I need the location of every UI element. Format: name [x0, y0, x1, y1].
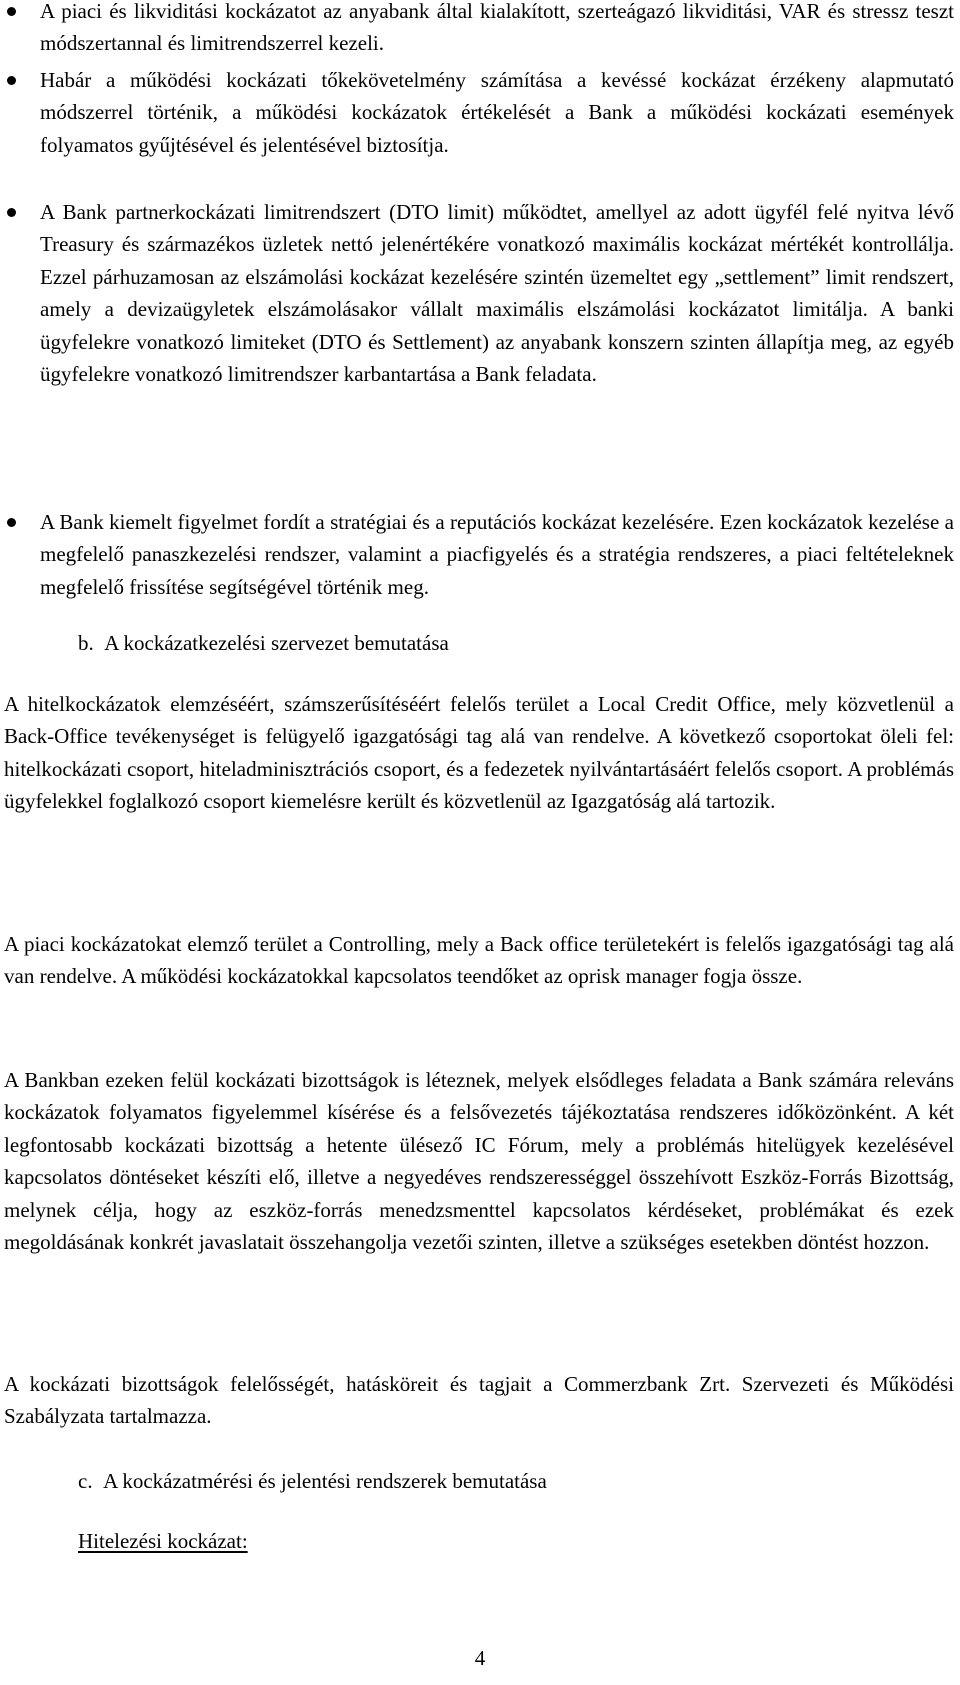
bullet-item-strategic-risk [40, 506, 954, 603]
section-title: A kockázatkezelési szervezet bemutatása [104, 631, 449, 655]
bullet-text: A piaci és likviditási kockázatot az anyabank által kialakított, szerteágazó likviditási, VAR és stressz teszt módszertannal és limitrendszerrel kezeli. [40, 0, 954, 56]
section-title: A kockázatmérési és jelentési rendszerek bemutatása [103, 1469, 547, 1493]
paragraph-committee-rules: A kockázati bizottságok felelősségét, hatásköreit és tagjait a Commerzbank Zrt. Szervezeti és Működési Szabályzata tartalmazza. [4, 1372, 954, 1429]
page-number: 4 [474, 1646, 486, 1670]
bullet-item-liquidity-risk [40, 0, 954, 60]
section-letter: c. [78, 1469, 93, 1493]
bullet-icon [7, 518, 16, 527]
bullet-icon [7, 208, 16, 217]
paragraph-credit-risk-org: A hitelkockázatok elemzéséért, számszerűsítéséért felelős terület a Local Credit Office, mely közvetlenül a Back-Office tevékenységet is felügyelő igazgatósági tag alá van rendelve. A következő csoportokat öleli fel: hitelkockázati csoport, hiteladminisztrációs csoport, és a fedezetek nyilvántartásáért felelős csoport. A problémás ügyfelekkel foglalkozó csoport kiemelésre került és közvetlenül az Igazgatóság alá tartozik. [4, 692, 954, 814]
section-heading-c [78, 1465, 547, 1497]
bullet-text: Habár a működési kockázati tőkekövetelmény számítása a kevéssé kockázat érzékeny alapmutató módszerrel történik, a működési kockázatok értékelését a Bank a működési kockázati események folyamatos gyűjtésével és jelentésével biztosítja. [40, 68, 954, 157]
section-heading-b [78, 627, 449, 659]
paragraph-risk-committees: A Bankban ezeken felül kockázati bizottságok is léteznek, melyek elsődleges feladata a Bank számára releváns kockázatok folyamatos figyelemmel kísérése és a felsővezetés tájékoztatása rendszeres időközönként. A két legfontosabb kockázati bizottság a hetente ülésező IC Fórum, mely a problémás hitelügyek kezelésével kapcsolatos döntéseket készíti elő, illetve a negyedéves rendszerességgel összehívott Eszköz-Forrás Bizottság, melynek célja, hogy az eszköz-forrás menedzsmenttel kapcsolatos kérdéseket, problémákat és ezek megoldásának konkrét javaslatait összehangolja vezetői szinten, illetve a szükséges esetekben döntést hozzon. [4, 1068, 954, 1255]
bullet-icon [7, 7, 16, 16]
bullet-item-operational-risk [40, 64, 954, 161]
bullet-text: A Bank kiemelt figyelmet fordít a stratégiai és a reputációs kockázat kezelésére. Ezen kockázatok kezelése a megfelelő panaszkezelési rendszer, valamint a piacfigyelés és a stratégia rendszeres, a piaci feltételeknek megfelelő frissítése segítségével történik meg. [40, 510, 954, 599]
bullet-icon [7, 76, 16, 85]
subheading-credit-risk: Hitelezési kockázat: [78, 1529, 248, 1553]
bullet-text: A Bank partnerkockázati limitrendszert (DTO limit) működtet, amellyel az adott ügyfél felé nyitva lévő Treasury és származékos üzletek nettó jelenértékére vonatkozó maximális kockázat mértékét kontrollálja. Ezzel párhuzamosan az elszámolási kockázat kezelésére szintén üzemeltet egy „settlement” limit rendszert, amely a devizaügyletek elszámolásakor vállalt maximális elszámolási kockázatot limitálja. A banki ügyfelekre vonatkozó limiteket (DTO és Settlement) az anyabank konszern szinten állapítja meg, az egyéb ügyfelekre vonatkozó limitrendszer karbantartása a Bank feladata. [40, 200, 954, 387]
paragraph-market-risk-org: A piaci kockázatokat elemző terület a Controlling, mely a Back office területekért is felelős igazgatósági tag alá van rendelve. A működési kockázatokkal kapcsolatos teendőket az oprisk manager fogja össze. [4, 932, 954, 989]
bullet-item-counterparty-risk [40, 196, 954, 390]
section-letter: b. [78, 631, 94, 655]
